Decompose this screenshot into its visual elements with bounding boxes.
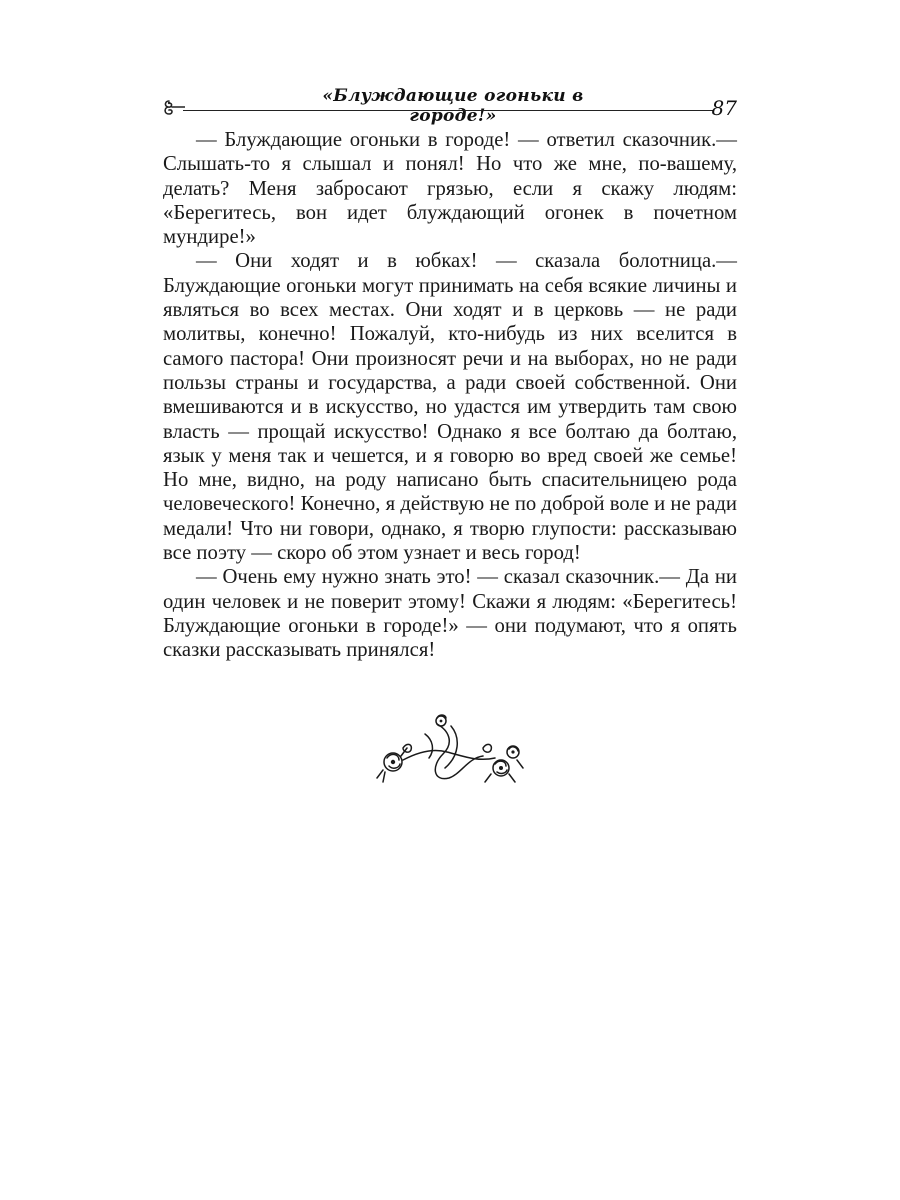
text-body xyxy=(163,128,737,663)
scroll-flourish-icon xyxy=(163,97,185,117)
header-rule xyxy=(183,110,713,111)
running-head xyxy=(163,84,737,124)
running-title: «Блуждающие огоньки в городе!» xyxy=(322,86,584,126)
paragraph: — Они ходят и в юбках! — сказала болотница.— Блуждающие огоньки могут принимать на себя всякие личины и являться во всех местах. Они ходят и в церковь — не ради молитвы, конечно! Пожалуй, кто-нибудь из них вселится в самого пастора! Они произносят речи и на выборах, но не ради пользы страны и государства, а ради своей собственной. Они вмешиваются и в искусство, но удастся им утвердить там свою власть — прощай искусство! Однако я все болтаю да болтаю, язык у меня так и чешется, и я говорю во вред своей же семье! Но мне, видно, на роду написано быть спасительницею рода человеческого! Конечно, я действую не по доброй воле и не ради медали! Что ни говори, однако, я творю глупости: рассказываю все поэту — скоро об этом узнает и весь город! xyxy=(163,250,737,565)
floral-vignette-icon xyxy=(373,712,528,787)
paragraph: — Очень ему нужно знать это! — сказал сказочник.— Да ни один человек и не поверит этому! Скажи я людям: «Берегитесь! Блуждающие огоньки в городе!» — они подумают, что я опять сказки рассказывать принялся! xyxy=(163,566,737,662)
page-number: 87 xyxy=(711,96,737,120)
paragraph: — Блуждающие огоньки в городе! — ответил сказочник.— Слышать-то я слышал и понял! Но что же мне, по-вашему, делать? Меня забросают грязью, если я скажу людям: «Берегитесь, вон идет блуждающий огонек в почетном мундире!» xyxy=(163,129,737,249)
